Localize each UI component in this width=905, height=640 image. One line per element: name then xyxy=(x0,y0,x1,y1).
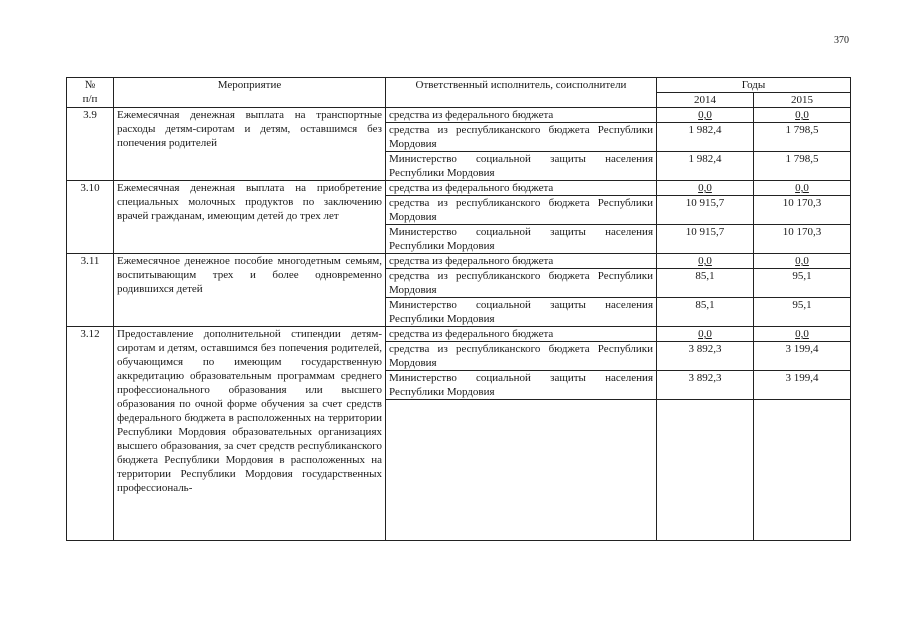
executor-cell: средства из федерального бюджета xyxy=(386,254,657,269)
value-2015: 95,1 xyxy=(754,269,851,298)
executor-cell: средства из республиканского бюджета Республики Мордовия xyxy=(386,342,657,371)
executor-cell: средства из федерального бюджета xyxy=(386,327,657,342)
row-number: 3.12 xyxy=(67,327,114,541)
value-2014: 85,1 xyxy=(657,298,754,327)
table-row xyxy=(67,327,851,342)
measure-cell: Предоставление дополнительной стипендии детям-сиротам и детям, оставшимся без попечения родителей, обучающимся по имеющим государственную аккредитацию образовательным программам среднего профессионального образования или высшего образования по очной форме обучения за счет средств федерального бюджета в расположенных на территории Республики Мордовия образовательных организациях высшего образования, за счет средств республиканского бюджета Республики Мордовия в расположенных на территории Республики Мордовия государственных профессиональ- xyxy=(114,327,386,541)
budget-table xyxy=(66,77,851,541)
header-num-line2: п/п xyxy=(82,93,98,105)
value-2015: 95,1 xyxy=(754,298,851,327)
executor-cell: средства из республиканского бюджета Республики Мордовия xyxy=(386,123,657,152)
value-2014: 3 892,3 xyxy=(657,371,754,400)
value-2014: 0,0 xyxy=(657,327,754,342)
value-2014: 10 915,7 xyxy=(657,225,754,254)
table-row xyxy=(67,108,851,123)
header-year-2014: 2014 xyxy=(657,93,754,108)
measure-cell: Ежемесячная денежная выплата на транспортные расходы детям-сиротам и детям, оставшимся без попечения родителей xyxy=(114,108,386,181)
table-row xyxy=(67,254,851,269)
header-years: Годы xyxy=(657,78,851,93)
empty-cell xyxy=(386,400,657,541)
measure-cell: Ежемесячное денежное пособие многодетным семьям, воспитывающим трех и более одновременно родившихся детей xyxy=(114,254,386,327)
value-2014: 0,0 xyxy=(657,254,754,269)
value-2015: 3 199,4 xyxy=(754,371,851,400)
value-2015: 0,0 xyxy=(754,181,851,196)
value-2015: 0,0 xyxy=(754,327,851,342)
executor-cell: Министерство социальной защиты населения Республики Мордовия xyxy=(386,152,657,181)
value-2014: 1 982,4 xyxy=(657,123,754,152)
measure-cell: Ежемесячная денежная выплата на приобретение специальных молочных продуктов по заключению врачей гражданам, имеющим детей до трех лет xyxy=(114,181,386,254)
executor-cell: средства из федерального бюджета xyxy=(386,181,657,196)
executor-cell: средства из федерального бюджета xyxy=(386,108,657,123)
value-2015: 1 798,5 xyxy=(754,123,851,152)
value-2015: 3 199,4 xyxy=(754,342,851,371)
value-2015: 10 170,3 xyxy=(754,225,851,254)
value-2014: 10 915,7 xyxy=(657,196,754,225)
value-2015: 10 170,3 xyxy=(754,196,851,225)
header-measure: Мероприятие xyxy=(114,78,386,108)
row-number: 3.11 xyxy=(67,254,114,327)
row-number: 3.10 xyxy=(67,181,114,254)
value-2014: 85,1 xyxy=(657,269,754,298)
executor-cell: средства из республиканского бюджета Республики Мордовия xyxy=(386,196,657,225)
value-2015: 1 798,5 xyxy=(754,152,851,181)
executor-cell: Министерство социальной защиты населения Республики Мордовия xyxy=(386,225,657,254)
value-2014: 3 892,3 xyxy=(657,342,754,371)
value-2014: 0,0 xyxy=(657,108,754,123)
value-2014: 0,0 xyxy=(657,181,754,196)
executor-cell: средства из республиканского бюджета Республики Мордовия xyxy=(386,269,657,298)
table-row xyxy=(67,181,851,196)
header-row xyxy=(67,78,851,93)
executor-cell: Министерство социальной защиты населения Республики Мордовия xyxy=(386,371,657,400)
empty-cell xyxy=(754,400,851,541)
value-2015: 0,0 xyxy=(754,254,851,269)
header-executor: Ответственный исполнитель, соисполнители xyxy=(386,78,657,108)
header-year-2015: 2015 xyxy=(754,93,851,108)
executor-cell: Министерство социальной защиты населения Республики Мордовия xyxy=(386,298,657,327)
header-num xyxy=(67,78,114,108)
page-number: 370 xyxy=(834,35,849,46)
value-2014: 1 982,4 xyxy=(657,152,754,181)
row-number: 3.9 xyxy=(67,108,114,181)
empty-cell xyxy=(657,400,754,541)
value-2015: 0,0 xyxy=(754,108,851,123)
header-num-line1: № xyxy=(84,79,96,91)
